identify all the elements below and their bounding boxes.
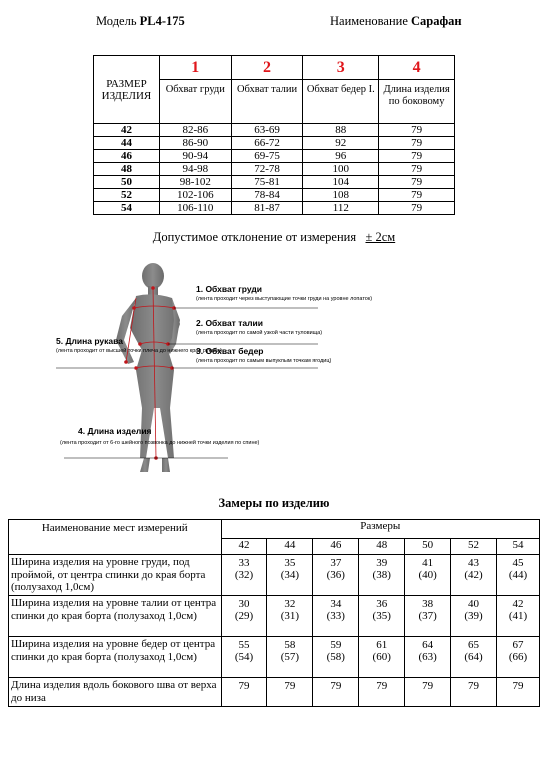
- table-row: [94, 124, 455, 137]
- value-cell: 79: [451, 678, 497, 707]
- col-number: 2: [231, 56, 303, 80]
- value-alt: (32): [234, 569, 254, 581]
- model-value: PL4-175: [139, 14, 185, 28]
- size-cell: 52: [94, 189, 160, 202]
- value-cell: 86-90: [159, 137, 231, 150]
- size-header: 48: [359, 539, 405, 555]
- size-cell: 54: [94, 202, 160, 215]
- value-cell: 92: [303, 137, 379, 150]
- label-3-title: 3. Обхват бедер: [196, 346, 264, 356]
- tolerance-line: [0, 230, 548, 245]
- table-row: [9, 678, 540, 707]
- label-1-title: 1. Обхват груди: [196, 284, 262, 294]
- value-cell: [405, 637, 451, 678]
- value-cell: [359, 596, 405, 637]
- value-cell: 79: [496, 678, 539, 707]
- value-cell: 79: [379, 189, 455, 202]
- value-cell: 79: [221, 678, 267, 707]
- value-main: 36: [376, 598, 388, 610]
- label-2-title: 2. Обхват талии: [196, 318, 263, 328]
- value-cell: [451, 596, 497, 637]
- measure-name: Ширина изделия на уровне талии от центра спинки до края борта (полузаход 1,0см): [9, 596, 222, 637]
- value-cell: [359, 637, 405, 678]
- value-cell: 79: [405, 678, 451, 707]
- model-line: [96, 14, 185, 29]
- value-main: 67: [512, 639, 524, 651]
- value-main: 58: [284, 639, 296, 651]
- value-cell: [496, 637, 539, 678]
- value-cell: 94-98: [159, 163, 231, 176]
- col-label: Обхват груди: [159, 80, 231, 124]
- label-5-note: (лента проходит от высшей точки плеча до нижнего края рукава): [56, 348, 222, 354]
- value-alt: (34): [280, 569, 300, 581]
- size-header: 50: [405, 539, 451, 555]
- value-cell: [313, 637, 359, 678]
- name-header: Наименование мест измерений: [9, 520, 222, 555]
- value-main: 38: [422, 598, 434, 610]
- label-5-title: 5. Длина рукава: [56, 336, 123, 346]
- col-number: 1: [159, 56, 231, 80]
- label-4-note: (лента проходит от 6-го шейного позвонка до нижней точки изделия по спине): [60, 440, 260, 446]
- value-main: 64: [422, 639, 434, 651]
- value-main: 35: [284, 557, 296, 569]
- value-cell: [496, 555, 539, 596]
- value-alt: (66): [508, 651, 528, 663]
- value-cell: 79: [379, 124, 455, 137]
- value-cell: [405, 596, 451, 637]
- size-header: 54: [496, 539, 539, 555]
- value-alt: (57): [280, 651, 300, 663]
- value-cell: 69-75: [231, 150, 303, 163]
- value-cell: 72-78: [231, 163, 303, 176]
- size-cell: 46: [94, 150, 160, 163]
- value-main: 33: [238, 557, 250, 569]
- value-cell: 75-81: [231, 176, 303, 189]
- measure-table: [8, 519, 540, 707]
- label-4-title: 4. Длина изделия: [78, 426, 152, 436]
- value-cell: [496, 596, 539, 637]
- table-row: [94, 176, 455, 189]
- value-main: 32: [284, 598, 296, 610]
- value-cell: 96: [303, 150, 379, 163]
- value-alt: (44): [508, 569, 528, 581]
- value-alt: (36): [326, 569, 345, 581]
- value-cell: 100: [303, 163, 379, 176]
- value-cell: [313, 555, 359, 596]
- value-cell: 79: [267, 678, 313, 707]
- value-cell: 81-87: [231, 202, 303, 215]
- col-number: 3: [303, 56, 379, 80]
- value-cell: 106-110: [159, 202, 231, 215]
- value-main: 30: [238, 598, 250, 610]
- value-cell: 79: [379, 163, 455, 176]
- value-alt: (37): [418, 610, 437, 622]
- value-alt: (35): [372, 610, 391, 622]
- value-alt: (40): [418, 569, 437, 581]
- value-alt: (38): [372, 569, 391, 581]
- value-cell: 79: [379, 137, 455, 150]
- name-label: Наименование: [330, 14, 408, 28]
- value-cell: [313, 596, 359, 637]
- label-2-note: (лента проходит по самой узкой части туловища): [196, 330, 323, 336]
- value-cell: [267, 555, 313, 596]
- size-table: [93, 55, 455, 215]
- value-cell: 90-94: [159, 150, 231, 163]
- value-main: 40: [468, 598, 480, 610]
- value-alt: (64): [464, 651, 483, 663]
- value-cell: 79: [379, 176, 455, 189]
- value-cell: [451, 637, 497, 678]
- value-alt: (39): [464, 610, 483, 622]
- value-cell: 82-86: [159, 124, 231, 137]
- value-alt: (54): [234, 651, 254, 663]
- value-alt: (58): [326, 651, 345, 663]
- value-cell: [221, 596, 267, 637]
- tolerance-value: ± 2см: [365, 230, 396, 244]
- value-cell: 112: [303, 202, 379, 215]
- size-header: 42: [221, 539, 267, 555]
- value-cell: [451, 555, 497, 596]
- size-header: 44: [267, 539, 313, 555]
- value-cell: [267, 637, 313, 678]
- size-table-corner: РАЗМЕР ИЗДЕЛИЯ: [94, 56, 160, 124]
- value-cell: 102-106: [159, 189, 231, 202]
- value-cell: 78-84: [231, 189, 303, 202]
- col-label: Обхват бедер I.: [303, 80, 379, 124]
- value-cell: 104: [303, 176, 379, 189]
- value-alt: (60): [372, 651, 391, 663]
- value-alt: (42): [464, 569, 483, 581]
- measure-name: Ширина изделия на уровне груди, под проймой, от центра спинки до края борта (полузаход 1,0см): [9, 555, 222, 596]
- label-3-note: (лента проходит по самым выпуклым точкам ягодиц): [196, 358, 332, 364]
- value-cell: 108: [303, 189, 379, 202]
- value-main: 34: [330, 598, 342, 610]
- value-alt: (41): [508, 610, 528, 622]
- table-row: [94, 137, 455, 150]
- measurement-figure: [56, 258, 416, 490]
- value-alt: (29): [234, 610, 254, 622]
- table-row: [94, 163, 455, 176]
- value-cell: [267, 596, 313, 637]
- measure-name: Ширина изделия на уровне бедер от центра спинки до края борта (полузаход 1,0см): [9, 637, 222, 678]
- measure-name: Длина изделия вдоль бокового шва от верха до низа: [9, 678, 222, 707]
- value-main: 65: [468, 639, 480, 651]
- size-header: 52: [451, 539, 497, 555]
- table-row: [94, 202, 455, 215]
- value-main: 37: [330, 557, 342, 569]
- value-main: 59: [330, 639, 342, 651]
- value-main: 45: [512, 557, 524, 569]
- value-main: 42: [512, 598, 524, 610]
- col-label: Обхват талии: [231, 80, 303, 124]
- value-cell: 79: [359, 678, 405, 707]
- size-cell: 50: [94, 176, 160, 189]
- value-cell: [405, 555, 451, 596]
- value-main: 39: [376, 557, 388, 569]
- table-row: [9, 637, 540, 678]
- value-cell: 79: [379, 150, 455, 163]
- value-alt: (31): [280, 610, 300, 622]
- size-cell: 44: [94, 137, 160, 150]
- table-row: [94, 189, 455, 202]
- table-row: [9, 596, 540, 637]
- value-cell: [221, 637, 267, 678]
- value-cell: 79: [379, 202, 455, 215]
- size-cell: 48: [94, 163, 160, 176]
- size-cell: 42: [94, 124, 160, 137]
- table-row: [9, 555, 540, 596]
- value-alt: (33): [326, 610, 345, 622]
- value-main: 43: [468, 557, 480, 569]
- name-line: [330, 14, 462, 29]
- value-cell: 63-69: [231, 124, 303, 137]
- value-cell: 88: [303, 124, 379, 137]
- model-label: Модель: [96, 14, 137, 28]
- col-label: Длина изделия по боковому: [379, 80, 455, 124]
- table-row: [94, 150, 455, 163]
- tolerance-text: Допустимое отклонение от измерения: [152, 230, 357, 244]
- size-header: 46: [313, 539, 359, 555]
- value-main: 55: [238, 639, 250, 651]
- value-cell: 66-72: [231, 137, 303, 150]
- col-number: 4: [379, 56, 455, 80]
- value-main: 41: [422, 557, 434, 569]
- name-value: Сарафан: [411, 14, 462, 28]
- sizes-header: Размеры: [221, 520, 539, 539]
- value-cell: 98-102: [159, 176, 231, 189]
- label-1-note: (лента проходит через выступающие точки груди на уровне лопаток): [196, 296, 373, 302]
- value-cell: [221, 555, 267, 596]
- value-main: 61: [376, 639, 388, 651]
- measure-title: Замеры по изделию: [218, 496, 330, 510]
- value-cell: [359, 555, 405, 596]
- value-cell: 79: [313, 678, 359, 707]
- value-alt: (63): [418, 651, 437, 663]
